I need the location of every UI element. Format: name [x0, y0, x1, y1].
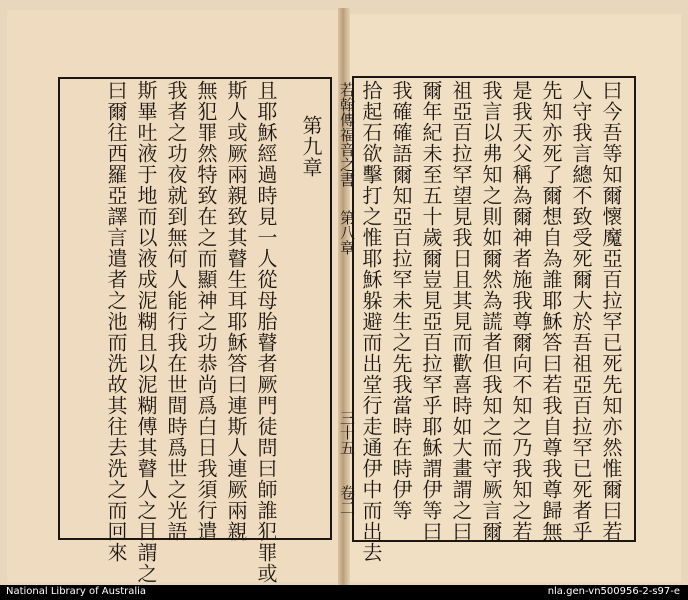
right-column-6: 祖亞百拉罕望見我日且其見而歡喜時如大畫謂之曰	[449, 80, 473, 542]
record-identifier: nla.gen-vn500956-2-s97-e	[547, 586, 680, 597]
footer-bar	[0, 585, 688, 600]
fascicle-label: 卷二	[338, 485, 356, 515]
chapter-eight-heading: 第八章	[338, 210, 356, 255]
right-column-4: 是我天父稱為爾神者施我尊爾向不知之乃我知之若	[509, 80, 533, 542]
right-column-9: 拾起石欲擊打之惟耶穌躲避而出堂行走通伊中而出去	[359, 80, 383, 563]
left-column-4: 我者之功夜就到無何人能行我在世間時爲世之光語	[164, 80, 188, 542]
right-column-5: 我言以弗知之則如爾然為謊者但我知之而守厥言爾	[479, 80, 503, 542]
left-column-5: 斯畢吐液于地而以液成泥糊且以泥糊傅其瞽人之目謂之	[134, 80, 158, 584]
institution-credit: National Library of Australia	[6, 586, 147, 597]
chapter-nine-heading: 第九章	[299, 115, 323, 178]
right-column-7: 爾年紀未至五十歲爾豈見亞百拉罕乎耶穌謂伊等曰	[419, 80, 443, 542]
right-column-2: 人守我言總不致受死爾大於吾祖亞百拉罕已死者乎	[569, 80, 593, 542]
left-column-6: 曰爾往西羅亞譯言遣者之池而洗故其往去洗之而回來	[104, 80, 128, 563]
right-column-8: 我確確語爾知亞百拉罕未生之先我當時在時伊等	[389, 80, 413, 521]
left-column-2: 斯人或厥兩親致其瞽生耳耶穌答曰連斯人連厥兩親	[224, 80, 248, 542]
left-column-1: 且耶穌經過時見一人從母胎瞽者厥門徒問曰師誰犯罪或	[254, 80, 278, 584]
right-column-1: 曰今吾等知爾懷魔亞百拉罕已死先知亦然惟爾曰若	[599, 80, 623, 542]
right-column-3: 先知亦死了爾想自為誰耶穌答曰若我自尊我尊歸無	[539, 80, 563, 542]
left-column-3: 無犯罪然特致在之而顯神之功恭尚爲白日我須行遣	[194, 80, 218, 542]
book-title-strip: 若翰傳福音之書	[338, 82, 356, 187]
page-number: 三十五	[338, 410, 356, 455]
